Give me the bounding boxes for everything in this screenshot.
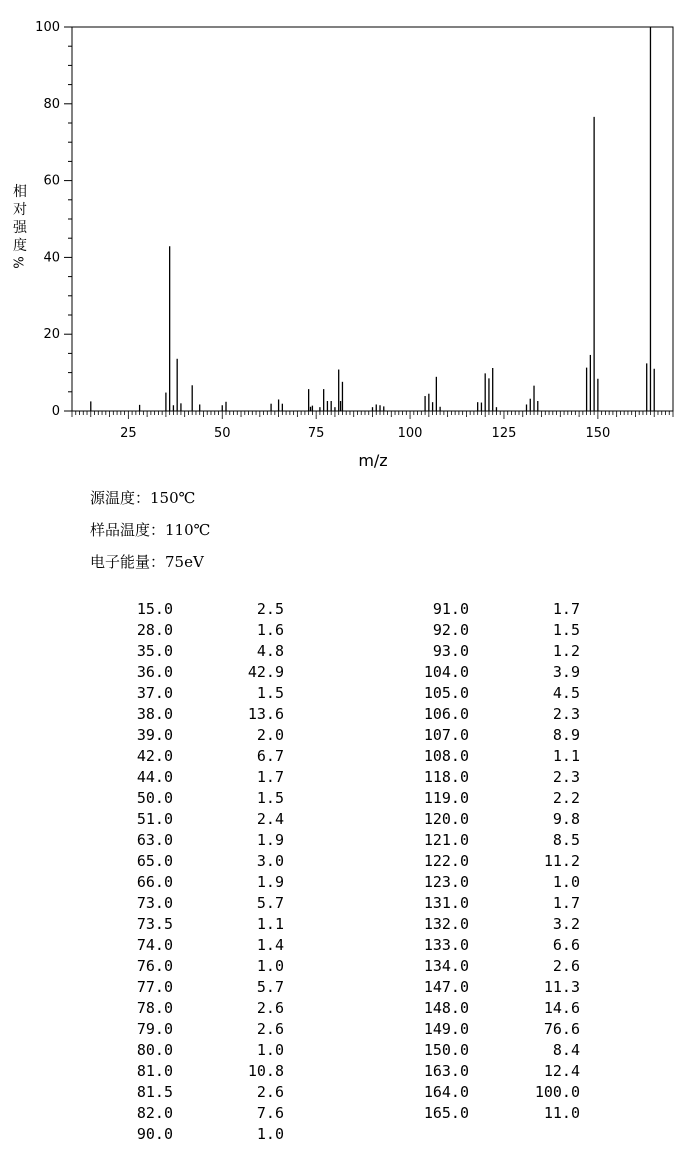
y-tick-label: 100 bbox=[35, 20, 60, 35]
mz-value: 123.0 bbox=[423, 873, 469, 891]
y-axis-label-char: 度 bbox=[13, 238, 27, 254]
table-row bbox=[0, 1082, 600, 1103]
abundance-value: 1.1 bbox=[552, 747, 580, 765]
table-row bbox=[0, 683, 600, 704]
mz-value: 134.0 bbox=[423, 957, 469, 975]
mz-value: 38.0 bbox=[136, 705, 173, 723]
x-axis-label: m/z bbox=[358, 451, 388, 470]
mz-value: 79.0 bbox=[136, 1020, 173, 1038]
mz-value: 36.0 bbox=[136, 663, 173, 681]
abundance-value: 2.6 bbox=[256, 999, 284, 1017]
mz-value: 82.0 bbox=[136, 1104, 173, 1122]
x-tick-label: 125 bbox=[491, 426, 517, 441]
abundance-value: 4.5 bbox=[552, 684, 580, 702]
abundance-value: 1.4 bbox=[256, 936, 284, 954]
x-tick-label: 75 bbox=[307, 426, 325, 441]
electron-energy: 电子能量：75eV bbox=[90, 553, 204, 571]
mz-value: 132.0 bbox=[423, 915, 469, 933]
table-row bbox=[0, 998, 600, 1019]
table-row bbox=[0, 788, 600, 809]
y-tick-label: 40 bbox=[43, 250, 60, 266]
mz-value: 80.0 bbox=[136, 1041, 173, 1059]
abundance-value: 1.0 bbox=[256, 1041, 284, 1059]
abundance-value: 3.9 bbox=[552, 663, 580, 681]
mz-value: 149.0 bbox=[423, 1020, 469, 1038]
mz-value: 51.0 bbox=[136, 810, 173, 828]
table-row bbox=[0, 1040, 600, 1061]
abundance-value: 42.9 bbox=[247, 663, 284, 681]
table-row bbox=[0, 725, 600, 746]
table-row bbox=[0, 851, 600, 872]
mz-value: 28.0 bbox=[136, 621, 173, 639]
mz-value: 63.0 bbox=[136, 831, 173, 849]
x-tick-label: 100 bbox=[397, 426, 423, 441]
abundance-value: 11.2 bbox=[543, 852, 580, 870]
mz-value: 165.0 bbox=[423, 1104, 469, 1122]
mz-value: 150.0 bbox=[423, 1041, 469, 1059]
peak-bars bbox=[91, 27, 654, 411]
x-tick-label: 50 bbox=[213, 426, 231, 441]
abundance-value: 14.6 bbox=[543, 999, 580, 1017]
table-row bbox=[0, 914, 600, 935]
abundance-value: 13.6 bbox=[247, 705, 284, 723]
y-tick-label: 20 bbox=[43, 327, 60, 343]
y-axis-label-char: 强 bbox=[13, 220, 27, 236]
abundance-value: 11.0 bbox=[543, 1104, 580, 1122]
abundance-value: 1.7 bbox=[552, 600, 580, 618]
mz-value: 66.0 bbox=[136, 873, 173, 891]
mz-value: 147.0 bbox=[423, 978, 469, 996]
abundance-value: 6.7 bbox=[256, 747, 284, 765]
abundance-value: 1.0 bbox=[552, 873, 580, 891]
abundance-value: 1.0 bbox=[256, 1125, 284, 1143]
x-axis bbox=[72, 411, 673, 441]
mz-value: 118.0 bbox=[423, 768, 469, 786]
table-row bbox=[0, 704, 600, 725]
table-row bbox=[0, 620, 600, 641]
abundance-value: 5.7 bbox=[256, 978, 284, 996]
mz-value: 105.0 bbox=[423, 684, 469, 702]
abundance-value: 11.3 bbox=[543, 978, 580, 996]
sample-temperature: 样品温度：110℃ bbox=[90, 521, 211, 539]
mz-value: 74.0 bbox=[136, 936, 173, 954]
abundance-value: 2.3 bbox=[552, 768, 580, 786]
mass-spectrum-chart bbox=[0, 0, 696, 480]
mz-value: 120.0 bbox=[423, 810, 469, 828]
table-row bbox=[0, 1019, 600, 1040]
mz-value: 37.0 bbox=[136, 684, 173, 702]
mz-value: 148.0 bbox=[423, 999, 469, 1017]
mz-value: 133.0 bbox=[423, 936, 469, 954]
mz-value: 42.0 bbox=[136, 747, 173, 765]
source-temperature: 源温度：150℃ bbox=[90, 489, 196, 507]
mz-value: 91.0 bbox=[432, 600, 469, 618]
y-axis-label-unit bbox=[11, 255, 29, 275]
mz-value: 164.0 bbox=[423, 1083, 469, 1101]
abundance-value: 1.0 bbox=[256, 957, 284, 975]
abundance-value: 8.4 bbox=[552, 1041, 580, 1059]
abundance-value: 1.9 bbox=[256, 873, 284, 891]
table-row bbox=[0, 956, 600, 977]
abundance-value: 1.7 bbox=[256, 768, 284, 786]
abundance-value: 2.3 bbox=[552, 705, 580, 723]
mz-value: 35.0 bbox=[136, 642, 173, 660]
table-row bbox=[0, 767, 600, 788]
mz-value: 106.0 bbox=[423, 705, 469, 723]
abundance-value: 1.2 bbox=[552, 642, 580, 660]
table-row bbox=[0, 599, 600, 620]
mz-value: 73.0 bbox=[136, 894, 173, 912]
abundance-value: 5.7 bbox=[256, 894, 284, 912]
abundance-value: 2.4 bbox=[256, 810, 284, 828]
percent-sign: % bbox=[12, 256, 28, 269]
mz-value: 78.0 bbox=[136, 999, 173, 1017]
x-tick-label: 150 bbox=[585, 426, 611, 441]
abundance-value: 9.8 bbox=[552, 810, 580, 828]
mz-value: 15.0 bbox=[136, 600, 173, 618]
mz-value: 76.0 bbox=[136, 957, 173, 975]
mz-value: 104.0 bbox=[423, 663, 469, 681]
table-row bbox=[0, 746, 600, 767]
table-row bbox=[0, 977, 600, 998]
table-row bbox=[0, 641, 600, 662]
abundance-value: 3.0 bbox=[256, 852, 284, 870]
abundance-value: 7.6 bbox=[256, 1104, 284, 1122]
mz-value: 121.0 bbox=[423, 831, 469, 849]
table-row bbox=[0, 830, 600, 851]
mz-value: 77.0 bbox=[136, 978, 173, 996]
table-row bbox=[0, 662, 600, 683]
mz-value: 131.0 bbox=[423, 894, 469, 912]
mz-value: 39.0 bbox=[136, 726, 173, 744]
mz-value: 90.0 bbox=[136, 1125, 173, 1143]
mz-value: 44.0 bbox=[136, 768, 173, 786]
abundance-value: 76.6 bbox=[543, 1020, 580, 1038]
abundance-value: 100.0 bbox=[534, 1083, 580, 1101]
abundance-value: 6.6 bbox=[552, 936, 580, 954]
abundance-value: 12.4 bbox=[543, 1062, 580, 1080]
abundance-value: 1.5 bbox=[256, 684, 284, 702]
mz-value: 107.0 bbox=[423, 726, 469, 744]
y-tick-label: 0 bbox=[51, 404, 60, 419]
y-axis-label-char: 对 bbox=[13, 202, 27, 218]
y-axis bbox=[35, 20, 72, 419]
abundance-value: 8.5 bbox=[552, 831, 580, 849]
abundance-value: 2.5 bbox=[256, 600, 284, 618]
y-tick-label: 80 bbox=[43, 96, 60, 112]
table-row bbox=[0, 872, 600, 893]
x-tick-label: 25 bbox=[120, 426, 137, 441]
table-row bbox=[0, 935, 600, 956]
mz-value: 81.0 bbox=[136, 1062, 173, 1080]
mz-value: 122.0 bbox=[423, 852, 469, 870]
mz-value: 65.0 bbox=[136, 852, 173, 870]
mz-value: 93.0 bbox=[432, 642, 469, 660]
abundance-value: 10.8 bbox=[247, 1062, 284, 1080]
plot-frame bbox=[72, 27, 673, 411]
table-row bbox=[0, 1061, 600, 1082]
abundance-value: 2.0 bbox=[256, 726, 284, 744]
mz-value: 50.0 bbox=[136, 789, 173, 807]
y-axis-label-char: 相 bbox=[13, 184, 27, 200]
abundance-value: 1.7 bbox=[552, 894, 580, 912]
table-row bbox=[0, 893, 600, 914]
abundance-value: 2.6 bbox=[552, 957, 580, 975]
mz-value: 73.5 bbox=[136, 915, 173, 933]
abundance-value: 8.9 bbox=[552, 726, 580, 744]
abundance-value: 2.6 bbox=[256, 1020, 284, 1038]
mz-value: 92.0 bbox=[432, 621, 469, 639]
mz-value: 163.0 bbox=[423, 1062, 469, 1080]
mz-value: 81.5 bbox=[136, 1083, 173, 1101]
abundance-value: 2.2 bbox=[552, 789, 580, 807]
abundance-value: 1.9 bbox=[256, 831, 284, 849]
abundance-value: 1.6 bbox=[256, 621, 284, 639]
abundance-value: 2.6 bbox=[256, 1083, 284, 1101]
plot-border bbox=[72, 27, 673, 411]
peak-table-right bbox=[0, 599, 600, 1124]
mz-value: 119.0 bbox=[423, 789, 469, 807]
abundance-value: 1.5 bbox=[256, 789, 284, 807]
table-row bbox=[0, 1124, 300, 1145]
abundance-value: 4.8 bbox=[256, 642, 284, 660]
abundance-value: 1.1 bbox=[256, 915, 284, 933]
y-axis-label bbox=[11, 183, 29, 255]
abundance-value: 3.2 bbox=[552, 915, 580, 933]
table-row bbox=[0, 809, 600, 830]
abundance-value: 1.5 bbox=[552, 621, 580, 639]
y-tick-label: 60 bbox=[43, 173, 60, 189]
table-row bbox=[0, 1103, 600, 1124]
mz-value: 108.0 bbox=[423, 747, 469, 765]
